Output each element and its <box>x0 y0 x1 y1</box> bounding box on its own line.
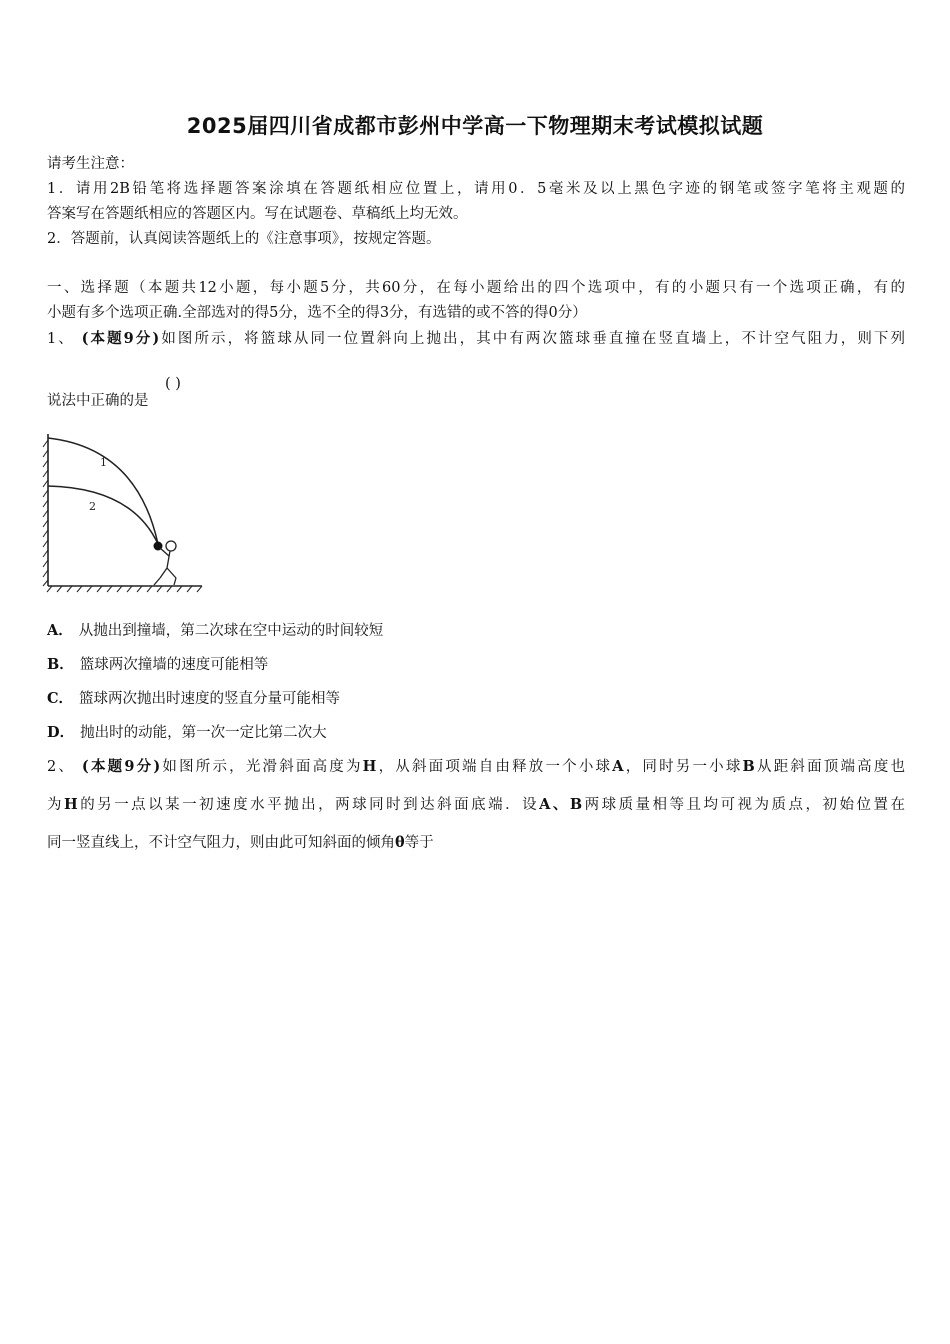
section-instructions-line-1: 一、选择题（本题共12小题，每小题5分，共60分，在每小题给出的四个选项中，有的小题只有一个选项正确，有的 <box>47 280 905 296</box>
q2-text-1a: 如图所示，光滑斜面高度为 <box>160 759 363 775</box>
q2-text-2b: 的另一点以某一初速度水平抛出，两球同时到达斜面底端．设 <box>77 797 540 813</box>
trajectory-1 <box>48 438 158 544</box>
question-2-score: (本题9分) <box>81 758 161 775</box>
question-1-option-d[interactable] <box>47 721 327 742</box>
q2-symbol-h: H <box>362 758 377 775</box>
answer-blank: ( ) <box>165 376 181 392</box>
q2-text-1c: ，同时另一小球 <box>623 759 743 775</box>
option-d-text: 抛出时的动能，第一次一定比第二次大 <box>80 725 327 741</box>
notice-item-2: 2．答题前，认真阅读答题纸上的《注意事项》，按规定答题。 <box>47 231 441 247</box>
wall <box>43 434 48 586</box>
question-2-stem-line-1 <box>47 755 905 776</box>
q2-symbol-ab: A、B <box>539 796 583 813</box>
question-1-stem-line-2: 说法中正确的是 <box>47 393 149 409</box>
q2-symbol-b: B <box>742 758 755 775</box>
q2-text-3a: 同一竖直线上，不计空气阻力，则由此可知斜面的倾角 <box>47 835 395 851</box>
notice-heading: 请考生注意： <box>47 156 134 172</box>
question-2-number: 2、 <box>47 759 76 775</box>
option-d-label: D． <box>47 724 75 741</box>
question-1-score: (本题9分) <box>81 330 160 347</box>
question-1-number: 1、 <box>47 331 75 347</box>
notice-item-1-line-1: 1．请用2B铅笔将选择题答案涂填在答题纸相应位置上，请用0．5毫米及以上黑色字迹的钢笔或签字笔将主观题的 <box>47 181 905 197</box>
q2-text-3b: 等于 <box>404 835 434 851</box>
question-1-option-a[interactable] <box>47 619 383 640</box>
option-c-label: C． <box>47 690 74 707</box>
exam-title: 2025届四川省成都市彭州中学高一下物理期末考试模拟试题 <box>186 114 764 138</box>
q2-text-2a: 为 <box>47 797 64 813</box>
q2-symbol-h-2: H <box>64 796 78 813</box>
option-b-label: B． <box>47 656 74 673</box>
q2-text-2c: 两球质量相等且均可视为质点，初始位置在 <box>582 797 905 813</box>
trajectory-2-label: 2 <box>89 500 96 513</box>
option-a-label: A． <box>47 622 73 639</box>
option-a-text: 从抛出到撞墙，第二次球在空中运动的时间较短 <box>78 623 384 639</box>
question-2-stem-line-2 <box>47 793 905 814</box>
q2-symbol-a: A <box>612 758 624 775</box>
question-2-stem-line-3 <box>47 831 434 852</box>
trajectory-2 <box>48 486 158 544</box>
question-1-stem-line-1 <box>47 327 905 348</box>
q2-symbol-theta: θ <box>395 834 405 851</box>
question-1-stem-text: 如图所示，将篮球从同一位置斜向上抛出，其中有两次篮球垂直撞在竖直墙上，不计空气阻力，则下列 <box>159 331 906 347</box>
notice-item-1-line-2: 答案写在答题纸相应的答题区内。写在试题卷、草稿纸上均无效。 <box>47 206 468 222</box>
trajectory-1-label: 1 <box>100 456 107 469</box>
option-b-text: 篮球两次撞墙的速度可能相等 <box>79 657 269 673</box>
basketball-figure <box>42 428 207 598</box>
question-1-option-c[interactable] <box>47 687 340 708</box>
ground <box>47 586 202 592</box>
q2-text-1b: ，从斜面项端自由释放一个小球 <box>376 759 613 775</box>
question-1-option-b[interactable] <box>47 653 268 674</box>
option-c-text: 篮球两次抛出时速度的竖直分量可能相等 <box>79 691 341 707</box>
q2-text-1d: 从距斜面顶端高度也 <box>754 759 906 775</box>
section-instructions-line-2: 小题有多个选项正确.全部选对的得5分，选不全的得3分，有选错的或不答的得0分） <box>47 305 587 321</box>
